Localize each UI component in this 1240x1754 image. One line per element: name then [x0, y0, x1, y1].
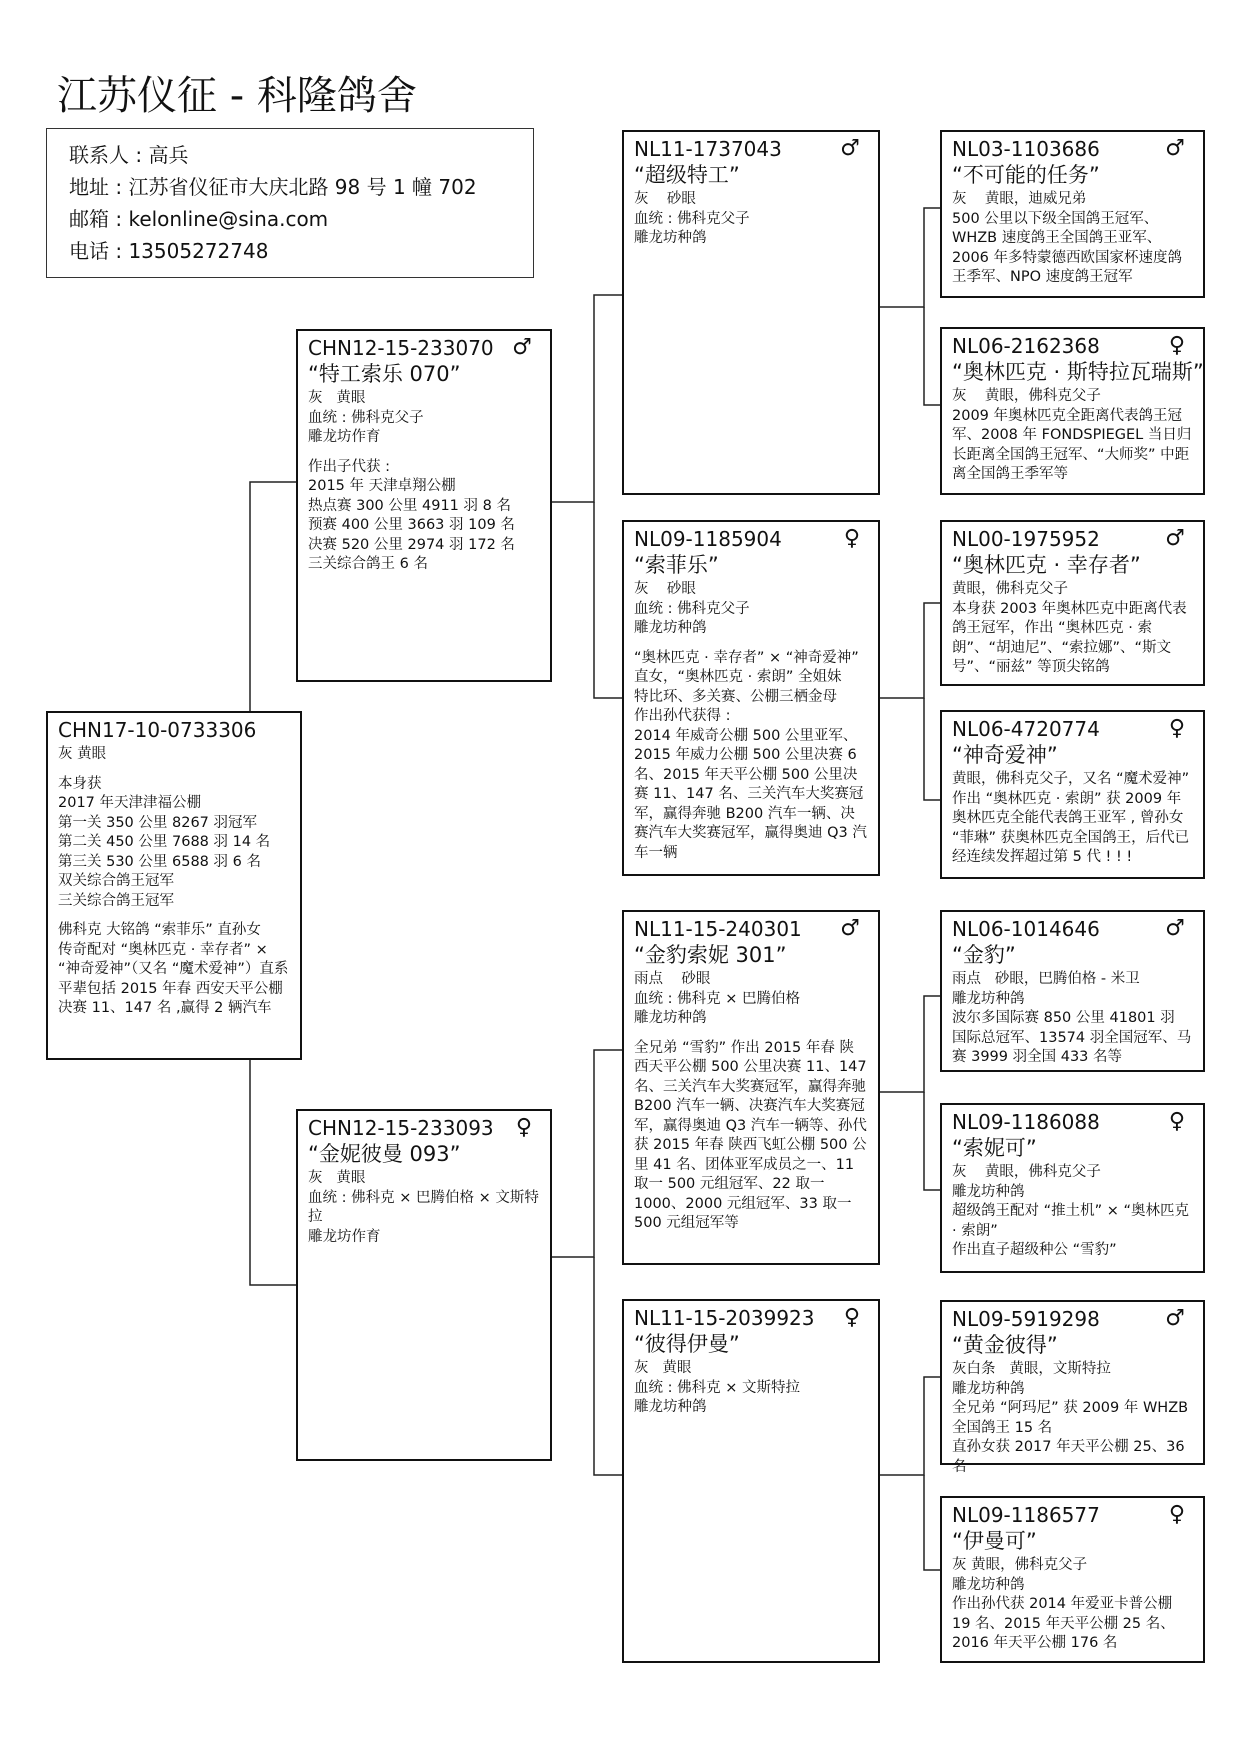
- female-icon: ♀: [515, 1115, 532, 1140]
- male-icon: ♂: [840, 916, 860, 941]
- pigeon-name: “奥林匹克 · 幸存者”: [952, 553, 1141, 577]
- ring-number: CHN12-15-233093: [308, 1116, 494, 1140]
- pigeon-name: “奥林匹克 · 斯特拉瓦瑞斯”: [952, 360, 1204, 384]
- pigeon-results: 全兄弟 “雪豹” 作出 2015 年春 陕西天平公棚 500 公里决赛 11、147 名、三关汽车大奖赛冠军，赢得奔驰 B200 汽车一辆、决赛汽车大奖赛冠军，赢得奥迪 Q3 汽车一辆等、孙代获 2015 年春 陕西飞虹公棚 500 公里 41 名、团体亚军成员之一、11 取一 500 元组冠军、22 取一 1000、2000 元组冠军、33 取一 500 元组冠军等: [634, 1039, 872, 1231]
- ring-number: NL00-1975952: [952, 527, 1100, 551]
- pigeon-description: 灰 黄眼 血统 : 佛科克 × 巴腾伯格 × 文斯特拉 雕龙坊作育: [308, 1170, 539, 1245]
- ring-number: NL11-15-2039923: [634, 1306, 815, 1330]
- ring-number: NL11-1737043: [634, 137, 782, 161]
- pigeon-name: “伊曼可”: [952, 1529, 1037, 1553]
- sire-card: [296, 329, 552, 682]
- pigeon-results: 本身获 2017 年天津津福公棚 第一关 350 公里 8267 羽冠军 第二关 450 公里 7688 羽 14 名 第三关 530 公里 6588 羽 6 名 双关综合鸽王冠军 三关综合鸽王冠军: [58, 775, 271, 909]
- pigeon-description: 灰 黄眼 血统 : 佛科克父子 雕龙坊作育: [308, 390, 424, 445]
- male-icon: ♂: [512, 335, 532, 360]
- pigeon-description: 灰 砂眼 血统 : 佛科克父子 雕龙坊种鸽: [634, 191, 750, 246]
- contact-phone[interactable]: 电话 : 13505272748: [69, 239, 269, 263]
- female-icon: ♀: [1168, 716, 1185, 741]
- ring-number: NL09-1185904: [634, 527, 782, 551]
- contact-email[interactable]: 邮箱 : kelonline@sina.com: [69, 207, 329, 231]
- ring-number: CHN12-15-233070: [308, 336, 494, 360]
- pigeon-name: “索菲乐”: [634, 553, 719, 577]
- female-icon: ♀: [843, 1305, 860, 1330]
- female-icon: ♀: [1168, 1502, 1185, 1527]
- ring-number: NL06-2162368: [952, 334, 1100, 358]
- ring-number: NL11-15-240301: [634, 917, 802, 941]
- pigeon-name: “金豹”: [952, 943, 1016, 967]
- dam-card: [296, 1109, 552, 1461]
- pigeon-name: “彼得伊曼”: [634, 1332, 740, 1356]
- pigeon-description: 灰 黄眼，佛科克父子 雕龙坊种鸽 超级鸽王配对 “推土机” × “奥林匹克 · 索朗” 作出直子超级种公 “雪豹”: [952, 1164, 1190, 1258]
- page-title: 江苏仪征 - 科隆鸽舍: [57, 73, 417, 119]
- pigeon-description: 雨点 砂眼 血统 : 佛科克 × 巴腾伯格 雕龙坊种鸽: [634, 971, 800, 1026]
- pigeon-name: “金豹索妮 301”: [634, 943, 787, 967]
- pigeon-lineage: 佛科克 大铭鸽 “索菲乐” 直孙女 传奇配对 “奥林匹克 · 幸存者” × “神奇爱神”（又名 “魔术爱神”）直系 平辈包括 2015 年春 西安天平公棚 决赛 11、147 名 ,赢得 2 辆汽车: [58, 922, 289, 1016]
- pigeon-description: 灰 黄眼，佛科克父子 2009 年奥林匹克全距离代表鸽王冠军、2008 年 FONDSPIEGEL 当日归长距离全国鸽王冠军、“大师奖” 中距离全国鸽王季军等: [952, 388, 1192, 482]
- ring-number: NL09-1186577: [952, 1503, 1100, 1527]
- ring-number: CHN17-10-0733306: [58, 718, 257, 742]
- dam-dam-card: [622, 1299, 880, 1663]
- dam-sire-sire-card: [940, 910, 1205, 1072]
- ring-number: NL09-5919298: [952, 1307, 1100, 1331]
- sire-dam-dam-card: [940, 710, 1205, 879]
- pigeon-description: 灰 黄眼: [58, 746, 107, 762]
- pigeon-name: “黄金彼得”: [952, 1333, 1058, 1357]
- pigeon-name: “索妮可”: [952, 1136, 1037, 1160]
- male-icon: ♂: [1165, 526, 1185, 551]
- sire-sire-card: [622, 130, 880, 495]
- pigeon-name: “神奇爱神”: [952, 743, 1058, 767]
- subject-pigeon-card: [46, 711, 302, 1060]
- female-icon: ♀: [843, 526, 860, 551]
- pigeon-description: 雨点 砂眼，巴腾伯格 - 米卫 雕龙坊种鸽 波尔多国际赛 850 公里 41801 羽 国际总冠军、13574 羽全国冠军、马赛 3999 羽全国 433 名等: [952, 971, 1192, 1065]
- sire-sire-sire-card: [940, 130, 1205, 298]
- pigeon-description: 灰白条 黄眼，文斯特拉 雕龙坊种鸽 全兄弟 “阿玛尼” 获 2009 年 WHZB 全国鸽王 15 名 直孙女获 2017 年天平公棚 25、36 名: [952, 1361, 1189, 1475]
- pigeon-description: 黄眼，佛科克父子 本身获 2003 年奥林匹克中距离代表鸽王冠军，作出 “奥林匹克 · 索朗”、“胡迪尼”、“索拉娜”、“斯文号”、“丽兹” 等顶尖铭鸽: [952, 581, 1187, 675]
- pigeon-name: “金妮彼曼 093”: [308, 1142, 461, 1166]
- sire-dam-sire-card: [940, 520, 1205, 686]
- contact-person: 联系人 : 高兵: [69, 143, 189, 167]
- female-icon: ♀: [1168, 1109, 1185, 1134]
- pigeon-name: “特工索乐 070”: [308, 362, 461, 386]
- pigeon-name: “超级特工”: [634, 163, 740, 187]
- pigeon-description: 灰 砂眼 血统 : 佛科克父子 雕龙坊种鸽: [634, 581, 750, 636]
- ring-number: NL09-1186088: [952, 1110, 1100, 1134]
- female-icon: ♀: [1168, 333, 1185, 358]
- pigeon-description: 灰 黄眼，迪威兄弟 500 公里以下级全国鸽王冠军、WHZB 速度鸽王全国鸽王亚军、2006 年多特蒙德西欧国家杯速度鸽王季军、NPO 速度鸽王冠军: [952, 191, 1183, 285]
- pigeon-name: “不可能的任务”: [952, 163, 1100, 187]
- male-icon: ♂: [1165, 1306, 1185, 1331]
- male-icon: ♂: [1165, 916, 1185, 941]
- pigeon-description: 灰 黄眼，佛科克父子 雕龙坊种鸽 作出孙代获 2014 年爱亚卡普公棚 19 名、2015 年天平公棚 25 名、2016 年天平公棚 176 名: [952, 1557, 1175, 1651]
- male-icon: ♂: [1165, 136, 1185, 161]
- contact-address: 地址 : 江苏省仪征市大庆北路 98 号 1 幢 702: [69, 175, 477, 199]
- ring-number: NL03-1103686: [952, 137, 1100, 161]
- sire-dam-card: [622, 520, 880, 876]
- pigeon-results: “奥林匹克 · 幸存者” × “神奇爱神” 直女，“奥林匹克 · 索朗” 全姐妹 特比环、多关赛、公棚三栖金母 作出孙代获得 : 2014 年威奇公棚 500 公里亚军、2015 年威力公棚 500 公里决赛 6 名、2015 年天平公棚 500 公里决赛 11、147 名、三关汽车大奖赛冠军，赢得奔驰 B200 汽车一辆、决赛汽车大奖赛冠军，赢得奥迪 Q3 汽车一辆: [634, 649, 867, 861]
- dam-sire-card: [622, 910, 880, 1265]
- dam-dam-dam-card: [940, 1496, 1205, 1663]
- ring-number: NL06-1014646: [952, 917, 1100, 941]
- ring-number: NL06-4720774: [952, 717, 1100, 741]
- sire-sire-dam-card: [940, 327, 1205, 495]
- male-icon: ♂: [840, 136, 860, 161]
- pigeon-description: 灰 黄眼 血统 : 佛科克 × 文斯特拉 雕龙坊种鸽: [634, 1360, 800, 1415]
- dam-dam-sire-card: [940, 1300, 1205, 1475]
- pigeon-description: 黄眼，佛科克父子，又名 “魔术爱神” 作出 “奥林匹克 · 索朗” 获 2009 年奥林匹克全能代表鸽王亚军 , 曾孙女 “菲琳” 获奥林匹克全国鸽王，后代已经连续发挥超过第 5 代 ! ! !: [952, 771, 1190, 865]
- dam-sire-dam-card: [940, 1103, 1205, 1273]
- pigeon-results: 作出子代获 : 2015 年 天津卓翔公棚 热点赛 300 公里 4911 羽 8 名 预赛 400 公里 3663 羽 109 名 决赛 520 公里 2974 羽 172 名 三关综合鸽王 6 名: [308, 458, 515, 572]
